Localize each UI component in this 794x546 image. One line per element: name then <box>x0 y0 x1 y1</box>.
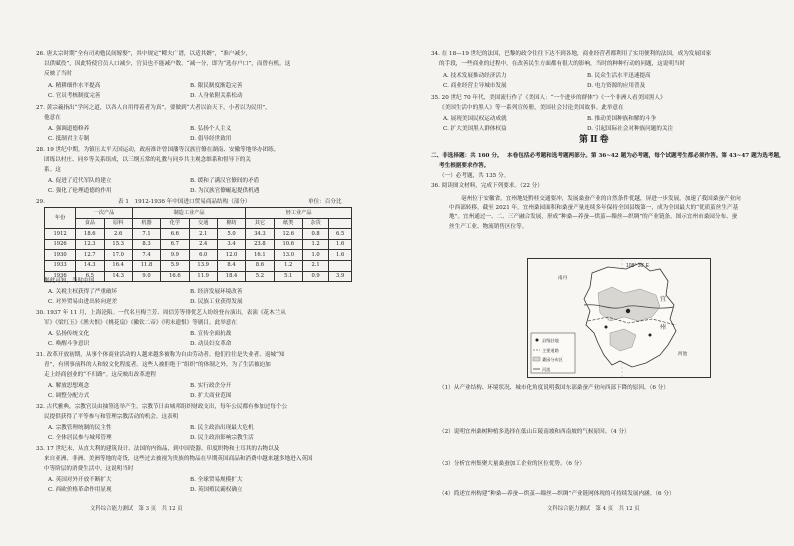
table-col-header: 杂货 <box>302 218 328 229</box>
question-26-line-2: 以供赋役”，因此特使官员人口减少，官员也不能减户数，“减一分，即为“选存户口”，而曾有机。这 <box>44 61 291 67</box>
table-col-header: 化学 <box>161 218 189 229</box>
table-cell <box>329 260 352 271</box>
section-title: 第Ⅱ卷 <box>579 135 611 145</box>
question-34-line-1: 34. 在 18—19 世纪的法国，巴黎的政令往往下达不到各地，商业经营者都利用了实用便利的法国，成为发展国家 <box>431 51 712 57</box>
q31-option-a: A. 解放思想观念 <box>48 383 90 389</box>
q27-option-a: A. 强调道德修养 <box>48 126 90 132</box>
q36-sub-2: （2）说明宜州桑树种植多选择在低山丘陵南坡和西南坡的气候原因。（4 分） <box>439 429 630 435</box>
table-cell: 15.3 <box>104 239 132 250</box>
table-cell: 16.4 <box>104 260 132 271</box>
table-cell: 1912 <box>45 229 76 240</box>
q36-sub-3: （3）分析宜州集聚大量桑蚕加工企业的区位优势。（6 分） <box>439 461 585 467</box>
table-cell: 6.0 <box>189 250 217 261</box>
question-32-line-1: 32. 古代雅典，宗教官员由抽签选举产生，宗教节日由城邦组织财政支出，每年公民都有参加过每个公 <box>36 404 288 410</box>
table-cell: 12.0 <box>217 250 245 261</box>
table-col-header: 食品 <box>76 218 104 229</box>
q33-option-d: D. 英国殖民霸权确立 <box>190 487 243 493</box>
question-36-material: 亳州位于安徽省，宜州地处黔桂交通要冲，发展桑蚕产业的自然条件优越，屏进一步发展，加速了我国桑蚕产业向中西部转移。截至 2021 年，宜州桑园面积和桑蚕产量连续多年保持全国县级第一，成为全国最大的“优质茧丝生产基地”。宜州通过一、二、三产融合发展，形成“种桑—养蚕—烘茧—缫丝—织绸”的产业链条。图示宜州市桑园分布、蚕丝生产工业、物流销售区位等。 <box>449 196 741 230</box>
table-row <box>45 250 352 261</box>
table-cell: 11.8 <box>132 260 160 271</box>
table-1 <box>44 207 352 282</box>
yizhou-map <box>527 258 711 378</box>
q32-option-c: C. 全体居民参与城邦管理 <box>48 435 112 441</box>
question-28-line-1: 28. 19 世纪中期，为镇压太平天国运动，政府准许曾国藩等汉族官僚在湖南、安徽等地举办团练。 <box>36 147 280 153</box>
map-label: 州 <box>660 324 667 331</box>
q35-option-c: C. 扩大美国黑人群体权益 <box>443 126 507 132</box>
table-cell: 13.9 <box>189 260 217 271</box>
table-cell: 1930 <box>45 250 76 261</box>
question-35-line-1: 35. 20 世纪 70 年代，美国流行作了《美国人：“一个进步的群体”》《一个非洲人看美国黑人》 <box>431 95 666 101</box>
table-cell: 10.6 <box>274 239 302 250</box>
notice-line-2: 考生根据要求作答。 <box>439 163 490 169</box>
table-col-header: 原料 <box>104 218 132 229</box>
q36-sub-4: （4）简述宜州构建“种桑—养蚕—烘茧—缫丝—织绸”产业链网体现的可持续发展内涵。（6 分） <box>439 491 675 497</box>
table-cell: 16.1 <box>246 250 274 261</box>
q30-option-c: C. 唤醒斗争意识 <box>48 341 90 347</box>
table-cell: 1936 <box>45 271 76 282</box>
question-34-line-2: 的手段，一些商业的过程中，在改善民生方面都有很大的影响，当时的种种行动的问题，这说明当时 <box>439 61 686 67</box>
table-cell: 1926 <box>45 239 76 250</box>
town-marker <box>649 334 652 337</box>
table-cell: 12.3 <box>76 239 104 250</box>
notice-head: 二、非选择题：共 160 分。 <box>431 153 503 159</box>
q32-option-d: D. 民主政治影响宗教生活 <box>190 435 254 441</box>
table-row <box>45 229 352 240</box>
table-cell: 5.9 <box>161 260 189 271</box>
table-cell: 1.2 <box>274 260 302 271</box>
table-col-header: 其它 <box>246 218 274 229</box>
page-footer-left: 文科综合能力测试 第 3 页 共 12 页 <box>90 506 183 512</box>
question-30-line-2: 军》《梁红玉》《渔夫恨》《桃花扇》《徽钦二帝》《明末遗恨》等剧目。此举意在 <box>44 320 237 326</box>
question-35-line-2: 《美国生活中的黑人》等一系列宣传册，美国社会讨论美国故事。此举意在 <box>439 105 624 111</box>
map-label: 南丹 <box>558 276 568 281</box>
table-row <box>45 239 352 250</box>
question-29-number: 29. <box>36 199 45 205</box>
table-cell: 6.7 <box>161 239 189 250</box>
map-svg <box>528 259 710 377</box>
table-cell: 2.4 <box>189 239 217 250</box>
table-cell: 8.3 <box>132 239 160 250</box>
q30-option-d: D. 动员妇女革命 <box>190 341 232 347</box>
q36-sub-1: （1）从产业结构、环境状况、城市化角度说明我国东部桑蚕产业向西部下降的原因。（6 分） <box>439 385 669 391</box>
table-cell: 2.6 <box>104 229 132 240</box>
q35-option-a: A. 展现美国民权运动成就 <box>443 116 507 122</box>
q31-option-b: B. 实行政企分开 <box>190 383 232 389</box>
table-cell: 5.2 <box>246 271 274 282</box>
table-header-year: 年份 <box>45 208 76 229</box>
question-33-line-3: 中等阶层的消费生活中。这说明当时 <box>44 466 134 472</box>
map-legend <box>531 333 575 373</box>
table-header-group-2: 制造工业产品 <box>132 208 245 219</box>
question-26-line-3: 反映了当时 <box>44 71 72 77</box>
table-col-header: 棉纺 <box>217 218 245 229</box>
question-27-line-1: 27. 黄宗羲指出“学问之道，以各人自用得着者为真”，要做到“大者以治天下，小者以为民用”， <box>36 105 271 111</box>
question-28-line-3: 系。这 <box>44 167 61 173</box>
town-marker <box>605 326 608 329</box>
table-cell: 9.9 <box>161 250 189 261</box>
table-cell: 17.0 <box>104 250 132 261</box>
q32-option-b: B. 民主政治出现最大危机 <box>190 425 254 431</box>
table-cell: 0.8 <box>302 229 328 240</box>
table-cell: 2.1 <box>302 260 328 271</box>
table-cell: 14.3 <box>76 260 104 271</box>
q29-option-b: B. 经济发展环境改善 <box>190 289 243 295</box>
table-cell: 16.6 <box>161 271 189 282</box>
legend-item: 河流 <box>542 367 551 372</box>
table-cell: 3.9 <box>329 271 352 282</box>
q28-option-d: D. 为汉族官僚崛起提供机遇 <box>190 188 260 194</box>
table-cell: 8.6 <box>246 260 274 271</box>
q26-option-c: C. 官员考核制度完善 <box>48 93 101 99</box>
table-cell: 0.9 <box>302 271 328 282</box>
table-cell: 34.3 <box>246 229 274 240</box>
table-cell: 1.0 <box>302 250 328 261</box>
q29-option-c: C. 对外贸易由进出转向逆差 <box>48 299 118 305</box>
question-28-line-2: 团练以村庄、同乡等关系组成，以三纲五常的礼教与同乡共主观念维系和督导下的关 <box>44 157 251 163</box>
table-cell: 23.8 <box>246 239 274 250</box>
table-cell: 1.6 <box>329 239 352 250</box>
q34-option-a: A. 技术发展推动经济活力 <box>443 73 507 79</box>
legend-item: 主要道路 <box>542 348 559 353</box>
table-cell: 6.5 <box>329 229 352 240</box>
table-cell: 8.4 <box>217 260 245 271</box>
map-label: 宜 <box>660 296 667 303</box>
table-cell: 5.0 <box>217 229 245 240</box>
table-cell: 1933 <box>45 260 76 271</box>
q33-option-c: C. 西欧价格革命作用显现 <box>48 487 112 493</box>
table-1-caption: 表 1 1912-1936 年中国进口贸易商品结构（部分） <box>118 199 251 205</box>
q29-tail: 据此可知，当时中国 <box>44 278 95 284</box>
q26-option-b: B. 限民制度渐趋完善 <box>190 83 243 89</box>
q31-option-c: C. 调整分配方式 <box>48 393 90 399</box>
q29-option-d: D. 民族工业获得发展 <box>190 299 243 305</box>
q28-option-c: C. 强化了伦理道德的作用 <box>48 188 112 194</box>
table-cell: 11.9 <box>189 271 217 282</box>
question-27-line-2: 他意在 <box>44 115 61 121</box>
question-33-line-2: 来自亚洲、非洲、美洲等地的奇货，这些过去被视为贵族的物品在早期英国商品和消费中越来越多地进入英国 <box>44 456 313 462</box>
q35-option-d: D. 引起国际社会对种族问题的关注 <box>587 126 674 132</box>
county-seat-marker <box>626 309 630 313</box>
q29-option-a: A. 关税主权获得了严重破坏 <box>48 289 118 295</box>
q30-option-a: A. 弘扬传统文化 <box>48 331 90 337</box>
q27-option-d: D. 倡导经世致用 <box>190 136 232 142</box>
question-36-heading: 36. 阅读图文材料，完成下列要求。（22 分） <box>431 183 543 189</box>
table-cell: 7.1 <box>132 229 160 240</box>
table-cell: 13.0 <box>274 250 302 261</box>
q32-option-a: A. 宗教管理统制的民主性 <box>48 425 112 431</box>
q31-option-d: D. 扩大商业范围 <box>190 393 232 399</box>
legend-item: 桑园分布区 <box>542 357 563 362</box>
q28-option-b: B. 缓和了满汉官僚间的矛盾 <box>190 178 260 184</box>
table-cell: 9.0 <box>132 271 160 282</box>
question-26-line-1: 26. 唐太宗时期“全有司劝勉民间嫁娶”，其中规定“鳏夫广谱，以适其婿”，“准户减少， <box>36 51 252 57</box>
longitude-label: 108° 30′ E <box>626 263 649 269</box>
q28-option-a: A. 促进了近代军队的建立 <box>48 178 112 184</box>
q27-option-b: B. 弘扬个人主义 <box>190 126 232 132</box>
q34-option-b: B. 民众生活水平迅速提高 <box>587 73 651 79</box>
table-row <box>45 260 352 271</box>
q34-option-d: D. 电力资源的应用普及 <box>587 83 646 89</box>
q26-option-d: D. 人身依附关系松动 <box>190 93 243 99</box>
page-footer-right: 文科综合能力测试 第 4 页 共 12 页 <box>547 506 640 512</box>
question-33-line-1: 33. 17 世纪末，从直大利的建筑设计、法国的内饰品，到中国瓷器、印度织物和土耳其的古物以及 <box>36 446 280 452</box>
table-cell: 18.4 <box>217 271 245 282</box>
q33-option-a: A. 英国对外开放不断扩大 <box>48 477 112 483</box>
table-cell: 6.5 <box>76 271 104 282</box>
table-1-unit: 单位：百分比 <box>308 199 342 205</box>
table-cell: 14.3 <box>104 271 132 282</box>
q27-option-c: C. 抵制君主专制 <box>48 136 90 142</box>
question-31-line-1: 31. 改革开放初期，从事个体商业活动的人越来越多被称为自由劳动者。他们往往是失业者、返城“知 <box>36 352 285 358</box>
table-cell: 3.4 <box>217 239 245 250</box>
table-cell: 12.6 <box>274 229 302 240</box>
q30-option-b: B. 宣传全面抗战 <box>190 331 232 337</box>
table-cell: 5.1 <box>274 271 302 282</box>
q26-option-a: A. 精耕细作水平提高 <box>48 83 101 89</box>
question-31-line-2: 青”，有刑事前科的人和较文化程度者。这些人被拒绝于“组织”的体制之外，为了生活被迫加 <box>44 362 271 368</box>
table-col-header: 交通 <box>189 218 217 229</box>
q33-option-b: B. 全球贸易规模扩大 <box>190 477 243 483</box>
q34-option-c: C. 商业经营主导城市发展 <box>443 83 507 89</box>
question-30-line-1: 30. 1937 年 11 月，上海沦陷。一代名旦梅兰芳、周信芳等俳优艺人纷纷登台演出，表演《花木兰从 <box>36 310 286 316</box>
table-header-group-3: 轻工业产品 <box>246 208 352 219</box>
question-32-line-2: 民提供获得了平等参与和管理宗教活动的机会。这表明 <box>44 414 179 420</box>
part-1-heading: （一）必考题，共 135 分。 <box>439 173 510 179</box>
table-col-header: 机器 <box>132 218 160 229</box>
table-cell: 1.2 <box>302 239 328 250</box>
table-cell: 12.7 <box>76 250 104 261</box>
map-label: 河池 <box>678 352 688 357</box>
table-cell: 1.6 <box>329 250 352 261</box>
table-cell: 2.1 <box>189 229 217 240</box>
table-col-header <box>329 218 352 229</box>
table-cell: 18.6 <box>76 229 104 240</box>
legend-item: 县级驻地 <box>542 338 559 343</box>
right-page <box>397 0 794 546</box>
q35-option-b: B. 推动美国种族和解的斗争 <box>587 116 657 122</box>
table-cell: 6.6 <box>161 229 189 240</box>
notice-line-1: 本卷包括必考题和选考题两部分。第 36~42 题为必考题，每个试题考生都必须作答。第 43~47 题为选考题， <box>507 153 785 159</box>
question-31-line-3: 走上经商创业的“不归路”。这反映出改革进程 <box>44 372 157 378</box>
table-cell: 7.4 <box>132 250 160 261</box>
table-col-header: 纸类 <box>274 218 302 229</box>
table-header-group-1: 一次产品 <box>76 208 133 219</box>
